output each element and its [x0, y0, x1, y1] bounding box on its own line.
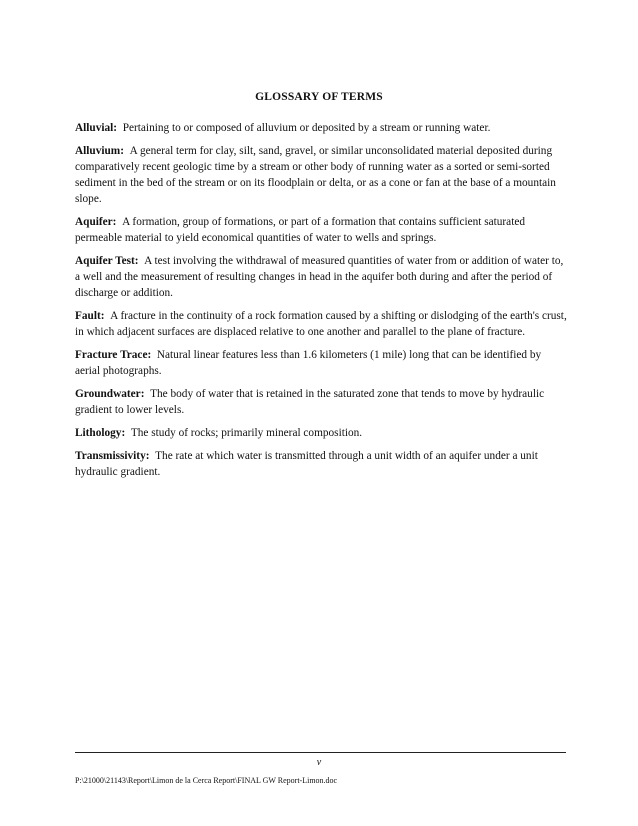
- glossary-entry-fracture-trace: [75, 347, 567, 379]
- glossary-definition: Natural linear features less than 1.6 kilometers (1 mile) long that can be identified by aerial photographs.: [75, 349, 542, 377]
- glossary-definition: The body of water that is retained in the saturated zone that tends to move by hydraulic gradient to lower levels.: [75, 388, 545, 416]
- glossary-term: Aquifer Test:: [75, 255, 139, 267]
- glossary-entry-groundwater: [75, 386, 567, 418]
- glossary-definition: Pertaining to or composed of alluvium or deposited by a stream or running water.: [122, 122, 491, 134]
- page-title: GLOSSARY OF TERMS: [255, 91, 383, 103]
- glossary-term: Transmissivity:: [75, 450, 150, 462]
- glossary-entry-aquifer-test: [75, 253, 567, 301]
- glossary-term: Aquifer:: [75, 216, 117, 228]
- glossary-entry-alluvium: [75, 143, 567, 207]
- footer-divider: [75, 752, 566, 753]
- page-number: v: [316, 757, 322, 768]
- footer-file-path: P:\21000\21143\Report\Limon de la Cerca Report\FINAL GW Report-Limon.doc: [75, 776, 338, 785]
- glossary-definition: A formation, group of formations, or part of a formation that contains sufficient saturated permeable material to yield economical quantities of water to wells and springs.: [75, 216, 525, 244]
- glossary-definition: A test involving the withdrawal of measured quantities of water from or addition of water to, a well and the measurement of resulting changes in head in the aquifer both during and after the period of discharge or addition.: [75, 255, 564, 299]
- glossary-term: Alluvium:: [75, 145, 124, 157]
- glossary-definition: The study of rocks; primarily mineral composition.: [130, 427, 363, 439]
- glossary-term: Fracture Trace:: [75, 349, 152, 361]
- glossary-term: Groundwater:: [75, 388, 145, 400]
- glossary-entry-aquifer: [75, 214, 567, 246]
- glossary-entry-alluvial: [75, 120, 567, 136]
- glossary-entry-fault: [75, 308, 567, 340]
- glossary-term: Fault:: [75, 310, 105, 322]
- glossary-term: Alluvial:: [75, 122, 118, 134]
- glossary-definition: A general term for clay, silt, sand, gravel, or similar unconsolidated material deposited during comparatively recent geologic time by a stream or other body of running water as a sorted or semi-sorted sediment in the bed of the stream or on its floodplain or delta, or as a cone or fan at the base of a mountain slope.: [75, 145, 556, 205]
- glossary-definition: The rate at which water is transmitted through a unit width of an aquifer under a unit hydraulic gradient.: [75, 450, 538, 478]
- glossary-definition: A fracture in the continuity of a rock formation caused by a shifting or dislodging of the earth's crust, in which adjacent surfaces are displaced relative to one another and parallel to the plane of fracture.: [75, 310, 567, 338]
- glossary-entry-transmissivity: [75, 448, 567, 480]
- glossary-entry-lithology: [75, 425, 567, 441]
- glossary-term: Lithology:: [75, 427, 126, 439]
- glossary-list: [75, 120, 567, 487]
